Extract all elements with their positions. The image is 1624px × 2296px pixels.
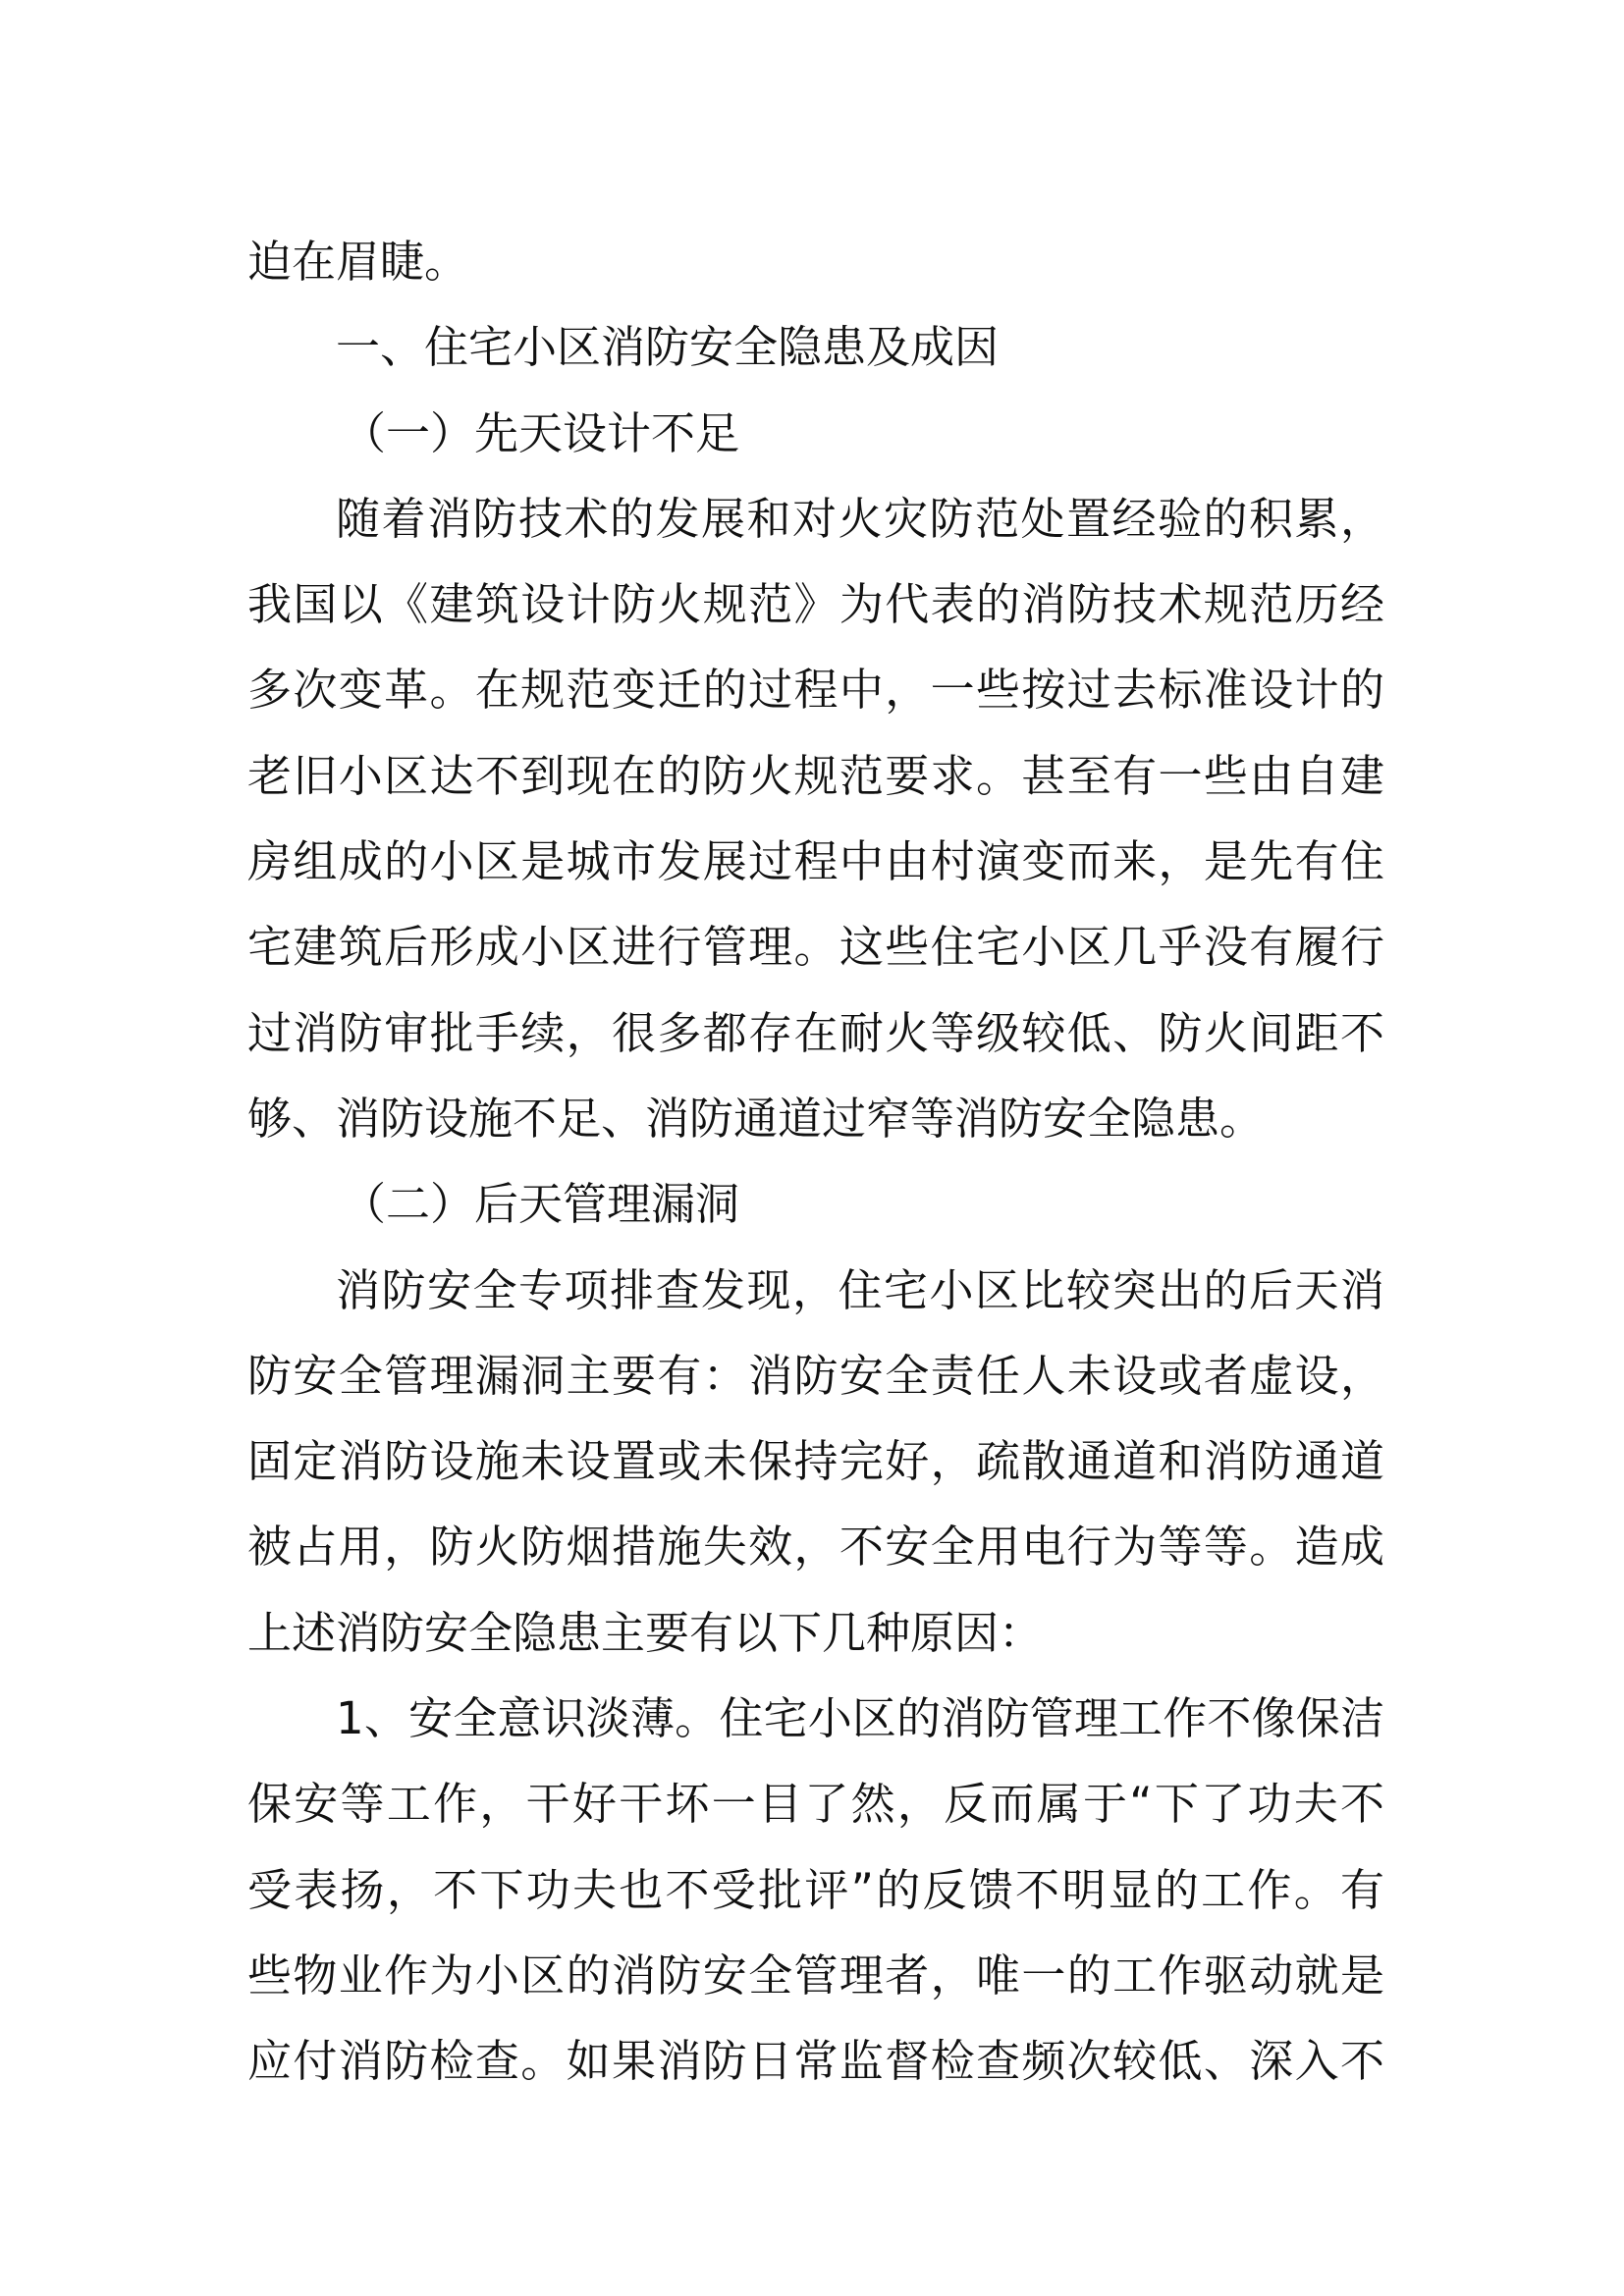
text-line: （二）后天管理漏洞 [342, 1178, 740, 1231]
paragraph [247, 1676, 1384, 2104]
paragraph [247, 476, 1384, 1161]
text-line: 上述消防安全隐患主要有以下几种原因： [247, 1606, 1044, 1659]
text-line: 我国以《建筑设计防火规范》为代表的消防技术规范历经 [247, 578, 1384, 631]
text-line: 随着消防技术的发展和对火灾防范处置经验的积累， [336, 492, 1384, 545]
text-line: 应付消防检查。如果消防日常监督检查频次较低、深入不 [247, 2035, 1384, 2088]
text-line: 固定消防设施未设置或未保持完好，疏散通道和消防通道 [247, 1435, 1384, 1488]
text-line: 多次变革。在规范变迁的过程中，一些按过去标准设计的 [247, 664, 1384, 717]
text-line: 够、消防设施不足、消防通道过窄等消防安全隐患。 [247, 1092, 1265, 1145]
section-heading [247, 304, 1384, 390]
text-line: 1、安全意识淡薄。住宅小区的消防管理工作不像保洁 [336, 1692, 1384, 1745]
text-line: 过消防审批手续，很多都存在耐火等级较低、防火间距不 [247, 1006, 1384, 1059]
text-line: 一、住宅小区消防安全隐患及成因 [336, 321, 1000, 374]
text-line: 迫在眉睫。 [247, 236, 469, 288]
text-line: 被占用，防火防烟措施失效，不安全用电行为等等。造成 [247, 1521, 1384, 1574]
text-line: 受表扬，不下功夫也不受批评”的反馈不明显的工作。有 [247, 1863, 1384, 1916]
text-line: 宅建筑后形成小区进行管理。这些住宅小区几乎没有履行 [247, 921, 1384, 974]
text-line: 防安全管理漏洞主要有：消防安全责任人未设或者虚设， [247, 1349, 1384, 1402]
paragraph [247, 1248, 1384, 1676]
text-line: （一）先天设计不足 [342, 406, 740, 459]
text-line: 消防安全专项排查发现，住宅小区比较突出的后天消 [336, 1263, 1384, 1316]
text-line: 老旧小区达不到现在的防火规范要求。甚至有一些由自建 [247, 749, 1384, 802]
document-body [247, 219, 1384, 2105]
subsection-heading [247, 1161, 1384, 1247]
paragraph [247, 219, 1384, 304]
text-line: 房组成的小区是城市发展过程中由村演变而来，是先有住 [247, 835, 1384, 888]
subsection-heading [247, 391, 1384, 476]
text-line: 些物业作为小区的消防安全管理者，唯一的工作驱动就是 [247, 1949, 1384, 2002]
text-line: 保安等工作，干好干坏一目了然，反而属于“下了功夫不 [247, 1778, 1384, 1831]
